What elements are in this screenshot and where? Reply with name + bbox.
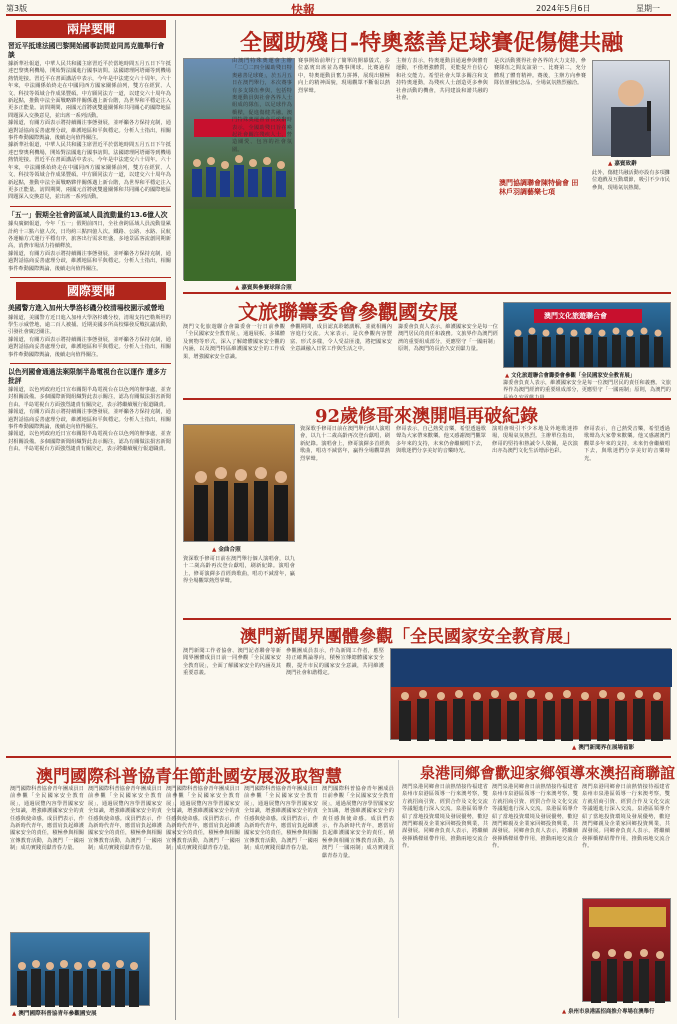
article-body: 資深歌手修哥日前在澳門舉行個人演唱會，以九十二歲高齡再次登台獻唱，刷新紀錄。演唱會上，修哥演繹多首經典歌曲，唱功不減當年，贏得全場觀眾熱烈掌聲。 — [183, 556, 295, 585]
article-body: 澳門泉港同鄉會日前熱情接待福建省泉州市泉港區領導一行來澳考察，雙方就招商引資、經貿合作及文化交流等議題進行深入交流。泉港區領導介紹了當地投資環境及發展優勢，歡迎澳門鄉親及企業家回鄉投資興業，共謀發展。同鄉會負責人表示，將繼續發揮橋樑紐帶作用，推動兩地交流合作。 — [492, 784, 578, 850]
article-body: 是次活動獲得社會各界的大力支持，參賽隊伍之間友誼第一、比賽第二，充分體現了體育精神。賽後，主辦方向參賽隊伍頒發紀念品，全場氣氛熱烈融洽。 — [494, 58, 586, 87]
headline-science-youth: 澳門國際科普協青年節赴國安展汲取智慧 — [36, 767, 342, 787]
photo-caption — [606, 158, 639, 168]
news-body: 據報道，以色列政府近日宣布關閉半島電視台在以色列的辦事處，並查封相關設備。多個國際新聞組織對此表示關注，認為有關做法損害新聞自由。半島電視台方面強烈譴責有關決定，表示將繼續履行報道職責。 — [8, 431, 171, 453]
article-body: 澳門國際科普協會青年團成員日前參觀「全民國家安全教育展」，通過展覽內容學習國家安全知識，增強維護國家安全的責任感與使命感。成員們表示，作為新時代青年，應當肩負起維護國家安全的責任，積極參與相關宣傳教育活動，為澳門「一國兩制」成功實踐貢獻青春力量。 — [244, 786, 318, 852]
photo-group-exhibit — [503, 302, 671, 368]
photo-caption — [10, 1008, 99, 1018]
caption-text: 嘉賓與參賽球隊合照 — [241, 285, 292, 291]
article-body: 參觀團成員表示，作為新聞工作者，應堅持正確輿論導向，積極宣傳總體國家安全觀，提升市民的國家安全意識，共同維護澳門社會和諧穩定。 — [286, 648, 384, 677]
article-body: 演唱會吸引不少本地及外地歌迷捧場，現場氣氛熱烈。主辦單位指出，修哥的堅持和熱誠令人敬佩，是次演出亦為澳門文化生活增添色彩。 — [492, 426, 578, 455]
article-body: 參觀期間，成員認真聆聽講解，並就相關內容進行交流。大家表示，是次參觀內容豐富、形式多樣，令人受益匪淺，將把國家安全意識融入日常工作與生活之中。 — [290, 324, 392, 353]
column-rule — [398, 760, 399, 1018]
weekday: 星期一 — [636, 4, 660, 13]
article-body: 澳門新聞工作者協會、澳門記者聯會等新聞界團體成員日前一同參觀「全民國家安全教育展」，全面了解國家安全的內涵及其重要意義。 — [183, 648, 281, 677]
headline-culture-tourism: 文旅聯籌委會參觀國安展 — [238, 300, 458, 324]
divider — [10, 363, 171, 364]
news-headline: 美國警方進入加州大學洛杉磯分校清場校園示威營地 — [8, 304, 165, 313]
article-body: 資深歌手修哥日前在澳門舉行個人演唱會，以九十二歲高齡再次登台獻唱，刷新紀錄。演唱會上，修哥演繹多首經典歌曲，唱功不減當年，贏得全場觀眾熱烈掌聲。 — [300, 426, 390, 462]
divider — [10, 206, 171, 207]
banner-text: 澳門文化旅遊聯合會 — [544, 312, 607, 320]
divider — [10, 277, 171, 278]
headline-media-exhibit: 澳門新聞界團體參觀「全民國家安全教育展」 — [240, 627, 580, 647]
photo-caption — [233, 282, 294, 292]
article-body: 籌委會負責人表示，維護國家安全是每一位澳門居民的責任和義務。文旅界作為澳門經濟的重要組成部分，更應堅守「一國兩制」原則，為澳門的長治久安貢獻力量。 — [503, 380, 671, 401]
headline-concert: 92歲修哥來澳開唱再破紀錄 — [315, 406, 539, 427]
caption-text: 澳門國際科普協青年參觀國安展 — [18, 1011, 97, 1017]
news-body: 據報道，有關方面表示將持續關注事態發展，並呼籲各方保持克制，通過對話協商妥善處理分歧，維護地區和平與穩定。分析人士指出，相關事件牽動國際輿論，後續走向值得關注。 — [8, 250, 171, 272]
news-body: 據央廣網報道，今年「五一」假期前四日，全社會跨區域人員流動量累計約十三點六億人次，日均約三點四億人次。鐵路、公路、水路、民航各運輸方式運行平穩有序，旅客出行需求旺盛，多地景區客流創同期新高，消費市場活力持續釋放。 — [8, 221, 171, 250]
photo-caption — [560, 1006, 656, 1016]
article-body: 澳門泉港同鄉會日前熱情接待福建省泉州市泉港區領導一行來澳考察，雙方就招商引資、經貿合作及文化交流等議題進行深入交流。泉港區領導介紹了當地投資環境及發展優勢，歡迎澳門鄉親及企業家回鄉投資興業，共謀發展。同鄉會負責人表示，將繼續發揮橋樑紐帶作用，推動兩地交流合作。 — [582, 784, 670, 850]
article-body: 澳門國際科普協會青年團成員日前參觀「全民國家安全教育展」，通過展覽內容學習國家安全知識，增強維護國家安全的責任感與使命感。成員們表示，作為新時代青年，應當肩負起維護國家安全的責任，積極參與相關宣傳教育活動，為澳門「一國兩制」成功實踐貢獻青春力量。 — [88, 786, 162, 852]
caption-marker-icon: ▲ — [235, 285, 240, 291]
issue-date: 2024年5月6日 — [536, 4, 591, 13]
article-body: 澳門泉港同鄉會日前熱情接待福建省泉州市泉港區領導一行來澳考察，雙方就招商引資、經貿合作及文化交流等議題進行深入交流。泉港區領導介紹了當地投資環境及發展優勢，歡迎澳門鄉親及企業家回鄉投資興業，共謀發展。同鄉會負責人表示，將繼續發揮橋樑紐帶作用，推動兩地交流合作。 — [402, 784, 488, 850]
caption-marker-icon: ▲ — [562, 1009, 567, 1015]
news-body: 據報道，有關方面表示將持續關注事態發展，並呼籲各方保持克制，通過對話協商妥善處理分歧，維護地區和平與穩定。分析人士指出，相關事件牽動國際輿論，後續走向值得關注。 — [8, 120, 171, 142]
masthead — [6, 2, 671, 16]
article-body: 澳門國際科普協會青年團成員日前參觀「全民國家安全教育展」，通過展覽內容學習國家安全知識，增強維護國家安全的責任感與使命感。成員們表示，作為新時代青年，應當肩負起維護國家安全的責任，積極參與相關宣傳教育活動，為澳門「一國兩制」成功實踐貢獻青春力量。 — [10, 786, 84, 852]
photo-youth-group — [10, 932, 150, 1006]
section-rule — [6, 756, 671, 758]
caption-marker-icon: ▲ — [212, 547, 217, 553]
article-body: 由澳門特殊奧運會主辦「二〇二四全國助殘日特奧慈善足球賽」，於五月五日在澳門舉行，本次賽事有多支隊伍參與，包括特奧運動員與社會各界人士組成的隊伍，以足球作為橋樑，促進傷健共融。澳門特殊奧運會會長致辭時表示，全國助殘日旨在喚起社會關注殘疾人士，營造關愛、包容的社會氛圍。 — [232, 58, 292, 153]
news-headline: 以色列國會通過法案限制半島電視台在以運作 遭多方批評 — [8, 368, 167, 385]
photo-speaker — [592, 60, 670, 156]
photo-caption — [570, 742, 636, 752]
photo-figures — [184, 425, 296, 543]
caption-marker-icon: ▲ — [608, 161, 613, 167]
article-body: 籌委會負責人表示，維護國家安全是每一位澳門居民的責任和義務。文旅界作為澳門經濟的重要組成部分，更應堅守「一國兩制」原則，為澳門的長治久安貢獻力量。 — [398, 324, 498, 353]
caption-text: 澳門新聞界在展場留影 — [578, 745, 635, 751]
photo-investment-event — [582, 898, 671, 1002]
photo-figure — [593, 61, 671, 157]
article-body: 此外，傷健共融活動亦設有多項攤位遊戲及互動環節，吸引不少市民參與，現場氣氛熱鬧。 — [592, 170, 670, 191]
section-rule — [183, 398, 671, 400]
news-headline: 「五一」假期全社會跨區域人員流動量約13.6億人次 — [8, 210, 168, 219]
news-body: 據報道，以色列政府近日宣布關閉半島電視台在以色列的辦事處，並查封相關設備。多個國際新聞組織對此表示關注，認為有關做法損害新聞自由。半島電視台方面強烈譴責有關決定，表示將繼續履行報道職責。 — [8, 387, 171, 408]
news-body: 據新華社報道，中華人民共和國主席習近平於當地時間五月五日下午抵達巴黎奧利機場，開始對法國進行國事訪問。法國總理阿塔爾等到機場熱情迎接。習近平在書面講話中表示，今年是中法建交六十周年。六十年來，中法關係始終走在中國同西方國家關係前列，雙方在經貿、人文、科技等領域合作成果豐碩。中方願同法方一道，以建交六十周年為新起點，推動中法全面戰略夥伴關係邁上新台階，為世界和平穩定注入更多正能量。訪問期間，兩國元首將就雙邊關係和共同關心的國際地區問題深入交換意見，並出席一系列活動。 — [8, 142, 171, 201]
photo-figures — [391, 649, 672, 741]
article-body: 賽事開始前舉行了簡單的開幕儀式，多位嘉賓出席並為賽事開球。比賽過程中，特奧運動員奮力拼搏，展現出積極向上的精神面貌，現場觀眾不斷報以熱烈掌聲。 — [298, 58, 390, 94]
news-body: 據報道，有關方面表示將持續關注事態發展，並呼籲各方保持克制，通過對話協商妥善處理分歧，維護地區和平與穩定。分析人士指出，相關事件牽動國際輿論，後續走向值得關注。 — [8, 336, 171, 358]
news-body: 據報道，有關方面表示將持續關注事態發展，並呼籲各方保持克制，通過對話協商妥善處理分歧，維護地區和平與穩定。分析人士指出，相關事件牽動國際輿論，後續走向值得關注。 — [8, 409, 171, 431]
headline-quangang-association: 泉港同鄉會歡迎家鄉領導來澳招商聯誼 — [420, 764, 676, 782]
page-number: 第3版 — [6, 4, 28, 13]
photo-caption — [210, 544, 243, 554]
article-body: 主辦方表示，特奧運動員通過參與體育運動，不僅增強體質，更能提升自信心和社交能力。希望社會大眾多關注和支持特奧運動，為殘疾人士創造更多參與社會活動的機會，共同建設和諧共融的社會。 — [396, 58, 488, 102]
article-body: 澳門文化旅遊聯合會籌委會一行日前參觀「全民國家安全教育展」，通過展板、多媒體及實物等形式，深入了解總體國家安全觀的內涵，以及澳門特區維護國家安全的工作成果，增強國家安全意識。 — [183, 324, 285, 360]
caption-marker-icon: ▲ — [12, 1011, 17, 1017]
article-body: 修哥表示，自己熱愛音樂，希望透過歌聲為大家帶來歡樂。他又感謝澳門觀眾多年來的支持，未來仍會繼續唱下去，與歌迷們分享美好的音樂時光。 — [396, 426, 486, 455]
news-headline: 習近平抵達法國巴黎開始國事訪問並同馬克龍舉行會談 — [8, 42, 165, 59]
caption-marker-icon: ▲ — [505, 373, 510, 379]
photo-figures — [583, 899, 672, 1003]
caption-marker-icon: ▲ — [572, 745, 577, 751]
caption-text: 金曲合照 — [218, 547, 241, 553]
article-body: 澳門國際科普協會青年團成員日前參觀「全民國家安全教育展」，通過展覽內容學習國家安全知識，增強維護國家安全的責任感與使命感。成員們表示，作為新時代青年，應當肩負起維護國家安全的責任，積極參與相關宣傳教育活動，為澳門「一國兩制」成功實踐貢獻青春力量。 — [322, 786, 394, 859]
paper-name: 快報 — [291, 3, 316, 17]
section-rule — [183, 292, 671, 294]
headline-disability-day: 全國助殘日-特奧慈善足球賽促傷健共融 — [240, 30, 624, 56]
news-body: 據報道，美國警方近日進入加州大學洛杉磯分校，清場支持巴勒斯坦的學生示威營地，逾二百人被捕。近期美國多所高校爆發反戰抗議活動，引發社會廣泛關注。 — [8, 314, 171, 336]
photo-concert — [183, 424, 295, 542]
section-rule — [183, 618, 671, 620]
photo-figures — [11, 933, 151, 1007]
caption-text: 嘉賓致辭 — [614, 161, 637, 167]
caption-text: 文化旅遊聯合會籌委會參觀「全民國家安全教育展」 — [511, 373, 636, 379]
photo-caption — [503, 370, 671, 380]
caption-text: 泉州市泉港區招商推介專場在澳舉行 — [568, 1009, 655, 1015]
section-header-cross-strait: 兩岸要聞 — [16, 20, 166, 38]
article-body: 修哥表示，自己熱愛音樂，希望透過歌聲為大家帶來歡樂。他又感謝澳門觀眾多年來的支持，未來仍會繼續唱下去，與歌迷們分享美好的音樂時光。 — [584, 426, 670, 462]
photo-media-group — [390, 648, 671, 740]
news-body: 據新華社報道，中華人民共和國主席習近平於當地時間五月五日下午抵達巴黎奧利機場，開始對法國進行國事訪問。法國總理阿塔爾等到機場熱情迎接。習近平在書面講話中表示，今年是中法建交六十周年。六十年來，中法關係始終走在中國同西方國家關係前列，雙方在經貿、人文、科技等領域合作成果豐碩。中方願同法方一道，以建交六十周年為新起點，推動中法全面戰略夥伴關係邁上新台階，為世界和平穩定注入更多正能量。訪問期間，兩國元首將就雙邊關係和共同關心的國際地區問題深入交換意見，並出席一系列活動。 — [8, 61, 171, 119]
side-subhead: 澳門協調聯會陳特倫會 田林戶羽調藝樂七項 — [499, 178, 579, 196]
article-body: 澳門國際科普協會青年團成員日前參觀「全民國家安全教育展」，通過展覽內容學習國家安全知識，增強維護國家安全的責任感與使命感。成員們表示，作為新時代青年，應當肩負起維護國家安全的責任，積極參與相關宣傳教育活動，為澳門「一國兩制」成功實踐貢獻青春力量。 — [166, 786, 240, 852]
section-header-international: 國際要聞 — [16, 282, 166, 300]
